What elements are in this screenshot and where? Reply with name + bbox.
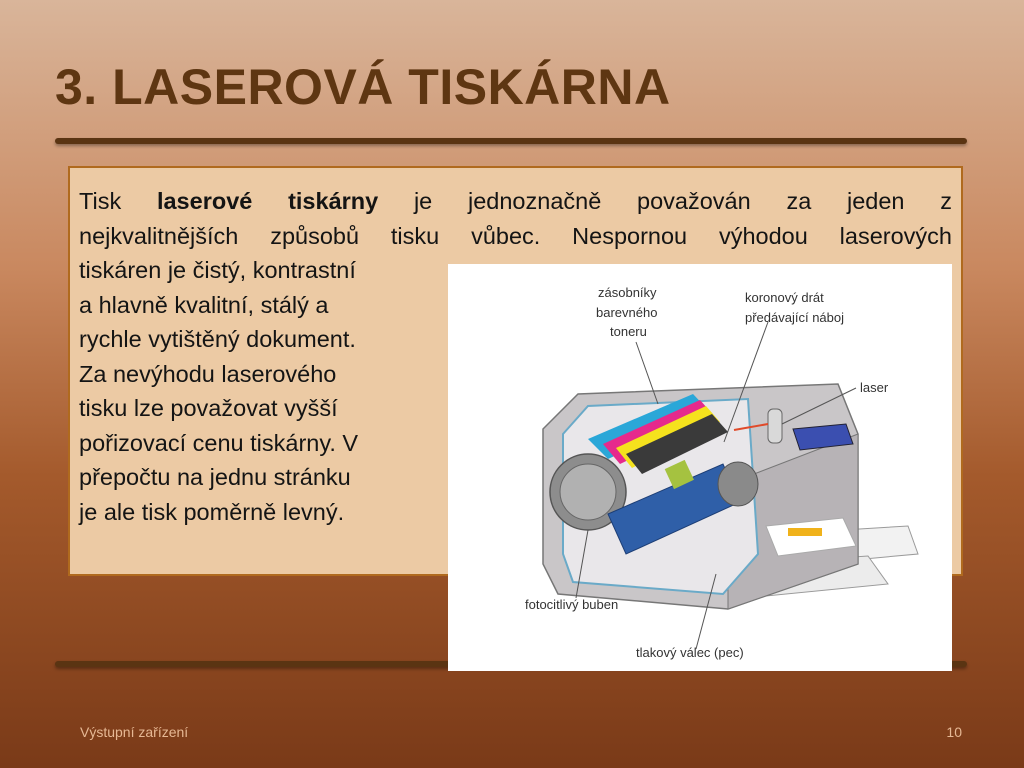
text-run: Tisk [79,188,157,214]
label-toner-3: toneru [610,324,647,339]
paragraph-line-8: pořizovací cenu tiskárny. V [79,429,359,456]
footer-section-name: Výstupní zařízení [80,724,189,740]
laser-unit [768,409,782,443]
label-drum: fotocitlivý buben [525,597,619,612]
paragraph-line-3: tiskáren je čistý, kontrastní [79,257,356,283]
footer-page-number: 10 [946,724,962,740]
paragraph-line-6: Za nevýhodu laserového [79,360,337,387]
printer-illustration [448,264,952,671]
label-toner-1: zásobníky [598,285,657,300]
label-laser: laser [860,380,889,395]
text-run: je jednoznačně považován za jeden z [378,188,952,214]
roller-end [718,462,758,506]
printed-image [788,528,822,536]
paragraph-line-7: tisku lze považovat vyšší [79,395,338,421]
paragraph-line-4: a hlavně kvalitní, stálý a [79,291,329,318]
label-toner-2: barevného [596,305,658,320]
laser-printer-diagram [448,264,952,671]
paragraph-line-10: je ale tisk poměrně levný. [79,498,345,525]
title-divider [55,138,967,144]
bold-term: laserové tiskárny [156,188,379,214]
label-fuser: tlakový válec (pec) [636,645,744,660]
drum-end [560,464,616,520]
paragraph-line-5: rychle vytištěný dokument. [79,326,356,352]
label-corona-1: koronový drát [745,290,824,305]
paragraph-line-1 [79,184,952,219]
label-corona-2: předávající náboj [745,310,845,325]
slide-title: 3. LASEROVÁ TISKÁRNA [55,59,671,115]
paragraph-line-9: přepočtu na jednu stránku [79,464,351,490]
paragraph-line-2: nejkvalitnějších způsobů tisku vůbec. Nespornou výhodou laserových [79,222,952,249]
